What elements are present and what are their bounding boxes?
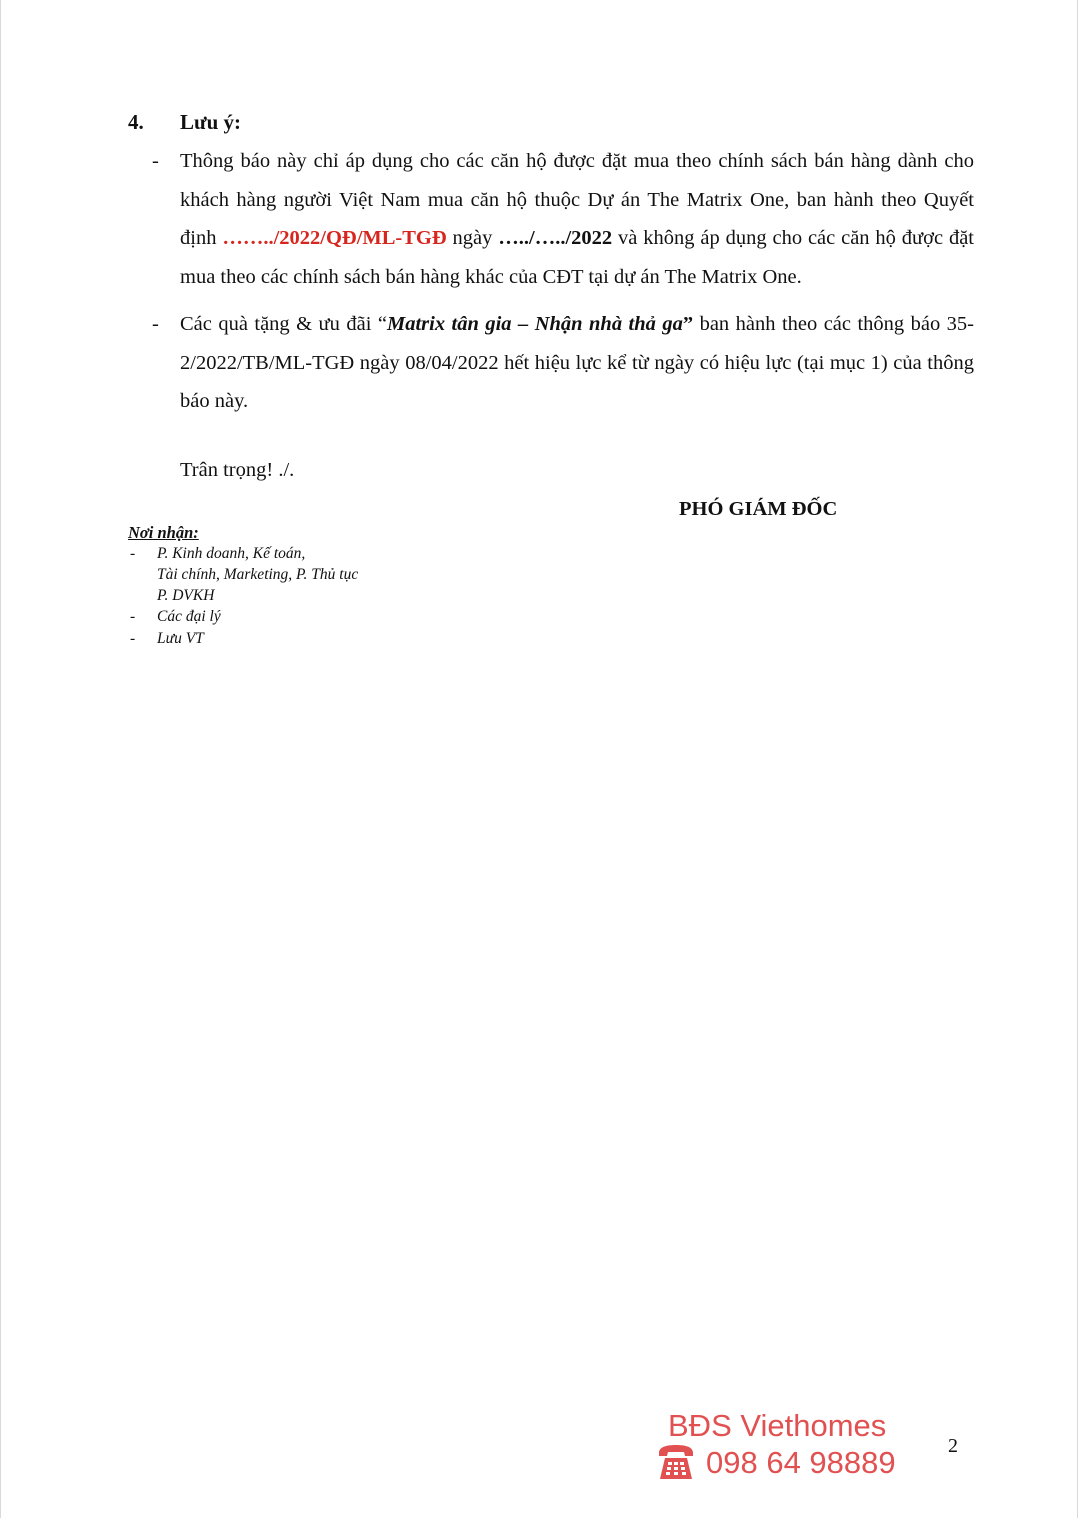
section-title: Lưu ý: [180,110,242,134]
note-item-applicability [152,142,975,296]
watermark-phone-row [656,1444,896,1482]
note-item-expiry [152,305,974,421]
closing-salutation: Trân trọng! ./. [180,459,295,481]
note-text: Thông báo này chỉ áp dụng cho các căn hộ được đặt mua theo chính sách bán hàng dành cho khách hàng người Việt Nam mua căn hộ thuộc Dự án The Matrix One, ban hành theo Quyết định [180,150,974,249]
recipient-item [128,627,358,651]
decision-date: …../…../2022 [498,227,613,249]
recipient-line: Lưu VT [157,630,204,647]
recipient-line: P. Kinh doanh, Kế toán, [157,545,306,562]
recipient-item [128,543,358,606]
note-text: và không áp dụng cho các căn hộ được đặt mua theo các chính sách bán hàng khác của CĐT tại dự án The Matrix One. [180,227,975,288]
program-name: Matrix tân gia – Nhận nhà thả ga [386,313,683,335]
list-dash: - [152,150,159,172]
recipients-heading: Nơi nhận: [128,523,199,542]
recipients-block [128,522,358,651]
list-dash: - [130,630,136,647]
note-text: ban hành theo các thông báo 35-2/2022/TB/ML-TGĐ ngày 08/04/2022 hết hiệu lực kể từ ngày có hiệu lực (tại mục 1) của thông báo này. [180,313,974,412]
recipient-line: Tài chính, Marketing, P. Thủ tục [157,566,359,583]
list-dash: - [130,608,136,625]
section-number: 4. [128,110,144,134]
list-dash: - [130,545,136,562]
signature-title: PHÓ GIÁM ĐỐC [679,498,838,520]
recipient-item [128,606,358,627]
page-edge-left [0,0,1,1518]
note-text: ngày [446,227,499,249]
section-heading [128,110,241,135]
list-dash: - [152,313,159,335]
watermark [656,1408,896,1482]
note-text: Các quà tặng & ưu đãi “ [180,313,387,335]
watermark-phone: 098 64 98889 [706,1445,896,1480]
decision-number: ……../2022/QĐ/ML-TGĐ [222,227,447,249]
page-number: 2 [948,1435,958,1457]
telephone-icon [656,1444,696,1482]
watermark-name: BĐS Viethomes [668,1408,887,1443]
recipient-line: Các đại lý [157,608,221,625]
recipient-line: P. DVKH [157,587,215,604]
close-quote: ” [682,313,694,335]
